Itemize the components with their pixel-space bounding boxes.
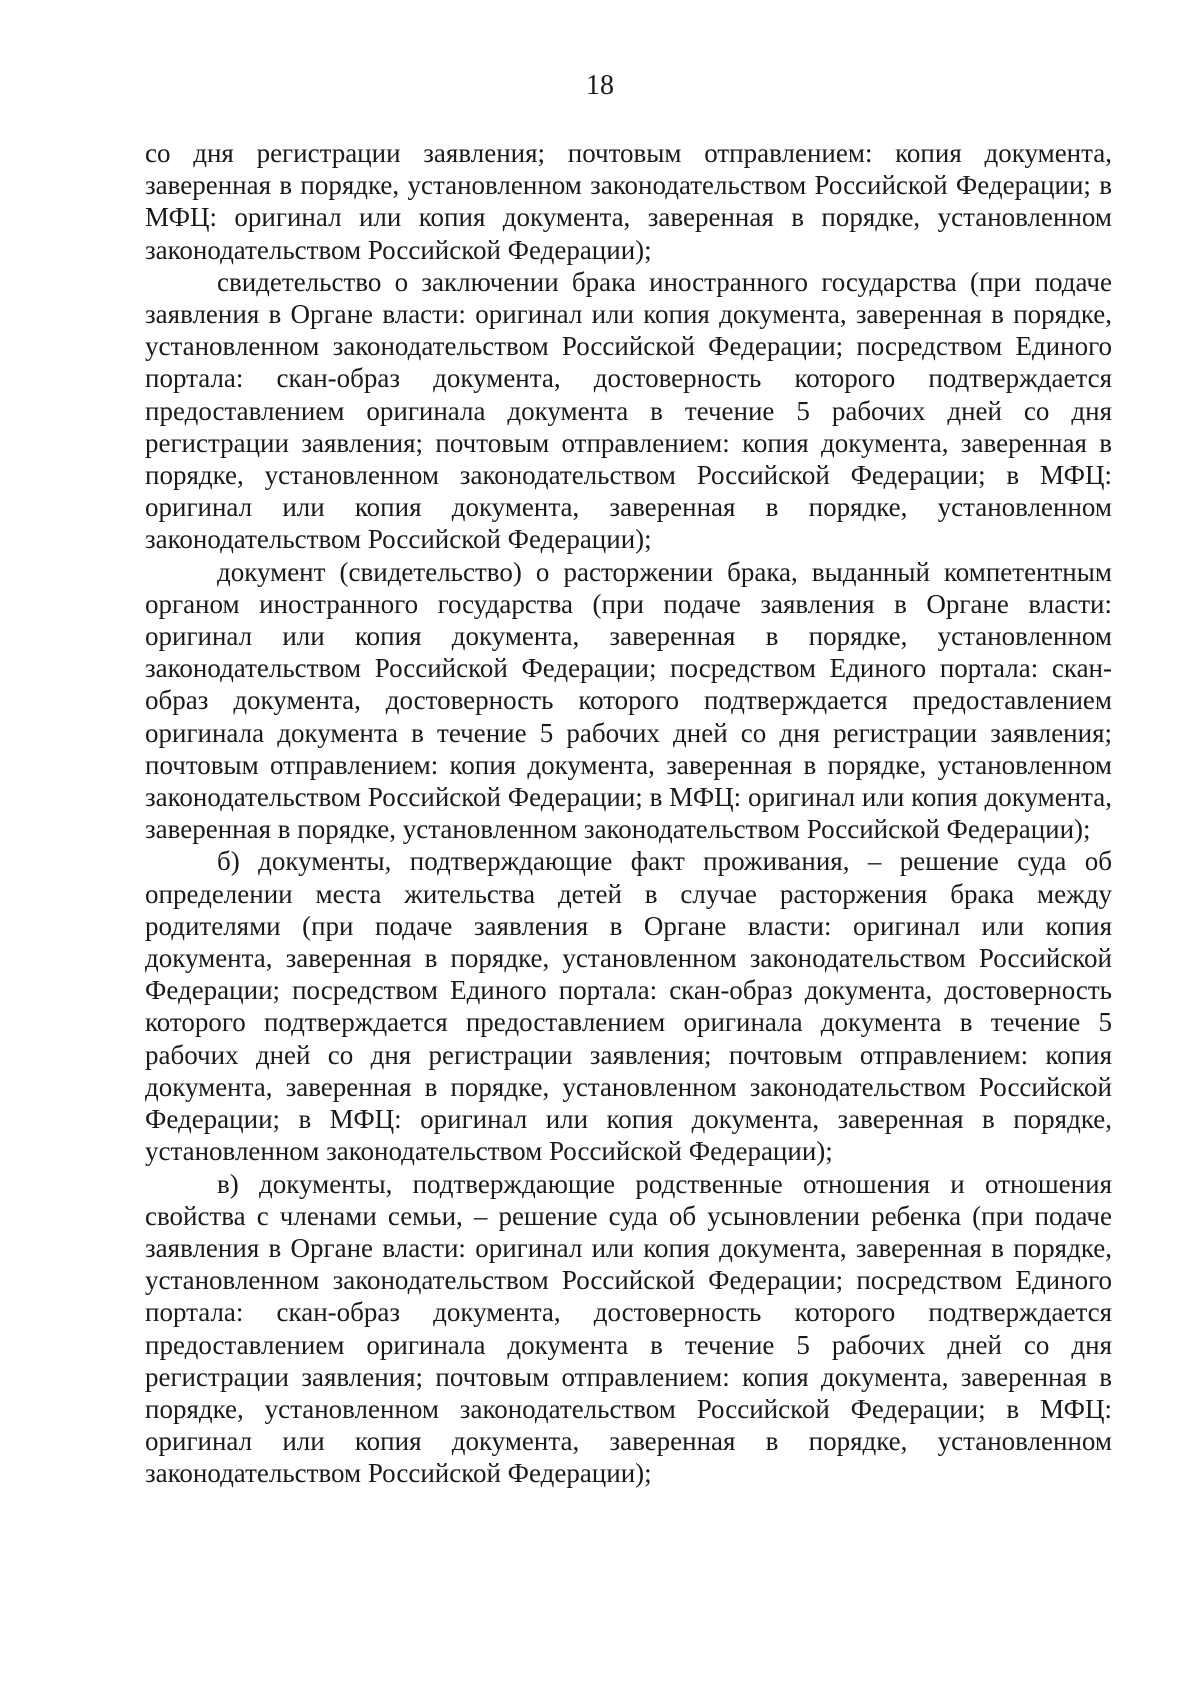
paragraph-divorce-document: документ (свидетельство) о расторжении брака, выданный компетентным органом иностранного государства (при подаче заявления в Органе власти: оригинал или копия документа, заверенная в порядке, установленном законодательством Российской Федерации; посредством Единого портала: скан-образ документа, достоверность которого подтверждается предоставлением оригинала документа в течение 5 рабочих дней со дня регистрации заявления; почтовым отправлением: копия документа, заверенная в порядке, установленном законодательством Российской Федерации; в МФЦ: оригинал или копия документа, заверенная в порядке, установленном законодательством Российской Федерации); (145, 556, 1112, 845)
paragraph-marriage-certificate: свидетельство о заключении брака иностранного государства (при подаче заявления в Органе власти: оригинал или копия документа, заверенная в порядке, установленном законодательством Российской Федерации; посредством Единого портала: скан-образ документа, достоверность которого подтверждается предоставлением оригинала документа в течение 5 рабочих дней со дня регистрации заявления; почтовым отправлением: копия документа, заверенная в порядке, установленном законодательством Российской Федерации; в МФЦ: оригинал или копия документа, заверенная в порядке, установленном законодательством Российской Федерации); (145, 266, 1112, 555)
paragraph-continuation: со дня регистрации заявления; почтовым отправлением: копия документа, заверенная в порядке, установленном законодательством Российской Федерации; в МФЦ: оригинал или копия документа, заверенная в порядке, установленном законодательством Российской Федерации); (145, 138, 1112, 265)
paragraph-residence-documents: б) документы, подтверждающие факт проживания, – решение суда об определении места жительства детей в случае расторжения брака между родителями (при подаче заявления в Органе власти: оригинал или копия документа, заверенная в порядке, установленном законодательством Российской Федерации; посредством Единого портала: скан-образ документа, достоверность которого подтверждается предоставлением оригинала документа в течение 5 рабочих дней со дня регистрации заявления; почтовым отправлением: копия документа, заверенная в порядке, установленном законодательством Российской Федерации; в МФЦ: оригинал или копия документа, заверенная в порядке, установленном законодательством Российской Федерации); (145, 846, 1112, 1167)
paragraph-kinship-documents: в) документы, подтверждающие родственные отношения и отношения свойства с членами семьи, – решение суда об усыновлении ребенка (при подаче заявления в Органе власти: оригинал или копия документа, заверенная в порядке, установленном законодательством Российской Федерации; посредством Единого портала: скан-образ документа, достоверность которого подтверждается предоставлением оригинала документа в течение 5 рабочих дней со дня регистрации заявления; почтовым отправлением: копия документа, заверенная в порядке, установленном законодательством Российской Федерации; в МФЦ: оригинал или копия документа, заверенная в порядке, установленном законодательством Российской Федерации); (145, 1168, 1112, 1489)
document-body (145, 137, 1112, 1490)
page-number: 18 (586, 70, 614, 101)
